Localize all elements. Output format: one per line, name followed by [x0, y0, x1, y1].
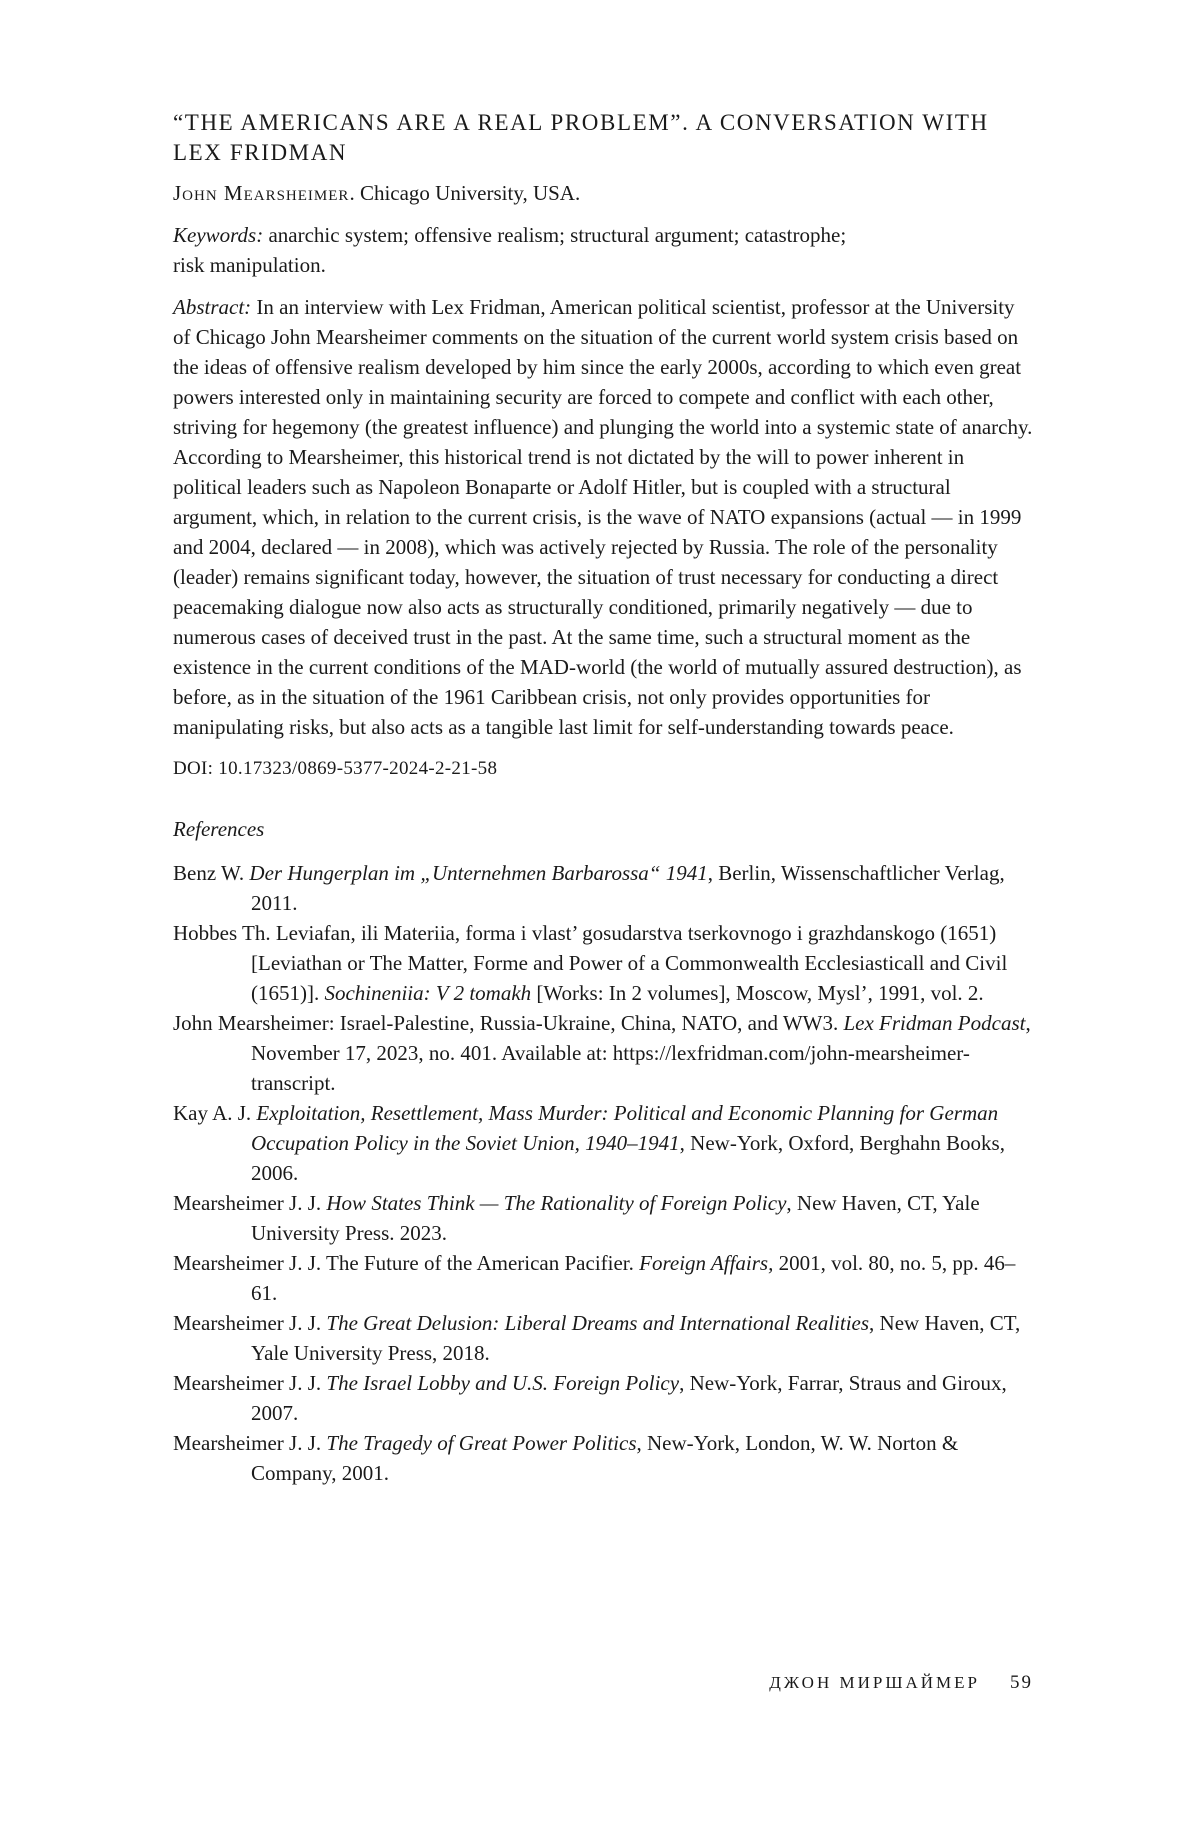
reference-text: Mearsheimer J. J.	[173, 1311, 327, 1335]
reference-text: Mearsheimer J. J.	[173, 1191, 327, 1215]
author-affiliation: . Chicago University, USA.	[349, 181, 581, 205]
reference-text: , New Haven, CT, Yale University Press. 2023.	[251, 1191, 980, 1245]
article-page	[173, 108, 1033, 1488]
abstract-text: In an interview with Lex Fridman, American political scientist, professor at the University of Chicago John Mearsheimer comments on the situation of the current world system crisis based on the ideas of offensive realism developed by him since the early 2000s, according to which even great powers interested only in maintaining security are forced to compete and conflict with each other, striving for hegemony (the greatest influence) and plunging the world into a systemic state of anarchy. According to Mearsheimer, this historical trend is not dictated by the will to power inherent in political leaders such as Napoleon Bonaparte or Adolf Hitler, but is coupled with a structural argument, which, in relation to the current crisis, is the wave of NATO expansions (actual — in 1999 and 2004, declared — in 2008), which was actively rejected by Russia. The role of the personality (leader) remains significant today, however, the situation of trust necessary for conducting a direct peacemaking dialogue now also acts as structurally conditioned, primarily negatively — due to numerous cases of deceived trust in the past. At the same time, such a structural moment as the existence in the current conditions of the MAD-world (the world of mutually assured destruction), as before, as in the situation of the 1961 Caribbean crisis, not only provides opportunities for manipulating risks, but also acts as a tangible last limit for self-understanding towards peace.	[173, 295, 1033, 739]
reference-text: Kay A. J.	[173, 1101, 257, 1125]
reference-title: Exploitation, Resettlement, Mass Murder: Political and Economic Planning for German Occupation Policy in the Soviet Union, 1940–1941	[251, 1101, 999, 1155]
reference-item	[173, 1008, 1033, 1098]
page-number: 59	[1010, 1672, 1033, 1693]
reference-text: Hobbes Th. Leviafan, ili Materiia, forma i vlast’ gosudarstva tserkovnogo i grazhdanskogo (1651) [Leviathan or The Matter, Forme and Power of a Commonwealth Ecclesiasticall and Civil (1651)].	[173, 921, 1008, 1005]
reference-item	[173, 858, 1033, 918]
reference-item	[173, 1368, 1033, 1428]
reference-text: Mearsheimer J. J.	[173, 1431, 327, 1455]
reference-item	[173, 1188, 1033, 1248]
article-title: “THE AMERICANS ARE A REAL PROBLEM”. A CONVERSATION WITH LEX FRIDMAN	[173, 110, 989, 165]
reference-title: How States Think — The Rationality of Foreign Policy	[326, 1191, 787, 1215]
running-head: ДЖОН МИРШАЙМЕР	[769, 1673, 980, 1692]
abstract	[173, 292, 1033, 742]
reference-item	[173, 1248, 1033, 1308]
reference-text: , Berlin, Wissenschaftliсher Verlag, 2011.	[251, 861, 1005, 915]
reference-item	[173, 1308, 1033, 1368]
reference-title: Lex Fridman Podcast	[843, 1011, 1026, 1035]
reference-item	[173, 918, 1033, 1008]
reference-title: The Tragedy of Great Power Politics	[326, 1431, 637, 1455]
reference-text: , New-York, Oxford, Berghahn Books, 2006.	[251, 1131, 1005, 1185]
reference-text: Mearsheimer J. J. The Future of the American Pacifier.	[173, 1251, 640, 1275]
references-list	[173, 858, 1033, 1488]
author-line	[173, 178, 1033, 208]
reference-title: The Israel Lobby and U.S. Foreign Policy	[326, 1371, 680, 1395]
reference-item	[173, 1428, 1033, 1488]
reference-title: Sochineniia: V 2 tomakh	[324, 981, 532, 1005]
page-footer	[700, 1672, 1033, 1694]
reference-title: The Great Delusion: Liberal Dreams and International Realities	[326, 1311, 870, 1335]
reference-text: , New-York, Farrar, Straus and Giroux, 2007.	[251, 1371, 1007, 1425]
reference-item	[173, 1098, 1033, 1188]
abstract-label: Abstract:	[173, 295, 252, 319]
reference-text: , New-York, London, W. W. Norton & Company, 2001.	[251, 1431, 959, 1485]
reference-title: Foreign Affairs,	[639, 1251, 774, 1275]
keywords-text: anarchic system; offensive realism; structural argument; catastrophe; risk manipulation.	[173, 223, 847, 277]
reference-text: [Works: In 2 volumes], Moscow, Mysl’, 1991, vol. 2.	[531, 981, 984, 1005]
keywords-label: Keywords:	[173, 223, 264, 247]
references-heading: References	[173, 817, 265, 841]
reference-text: , New Haven, CT, Yale University Press, 2018.	[251, 1311, 1021, 1365]
keywords	[173, 220, 873, 280]
doi: DOI: 10.17323/0869-5377-2024-2-21-58	[173, 758, 498, 779]
author-name: John Mearsheimer	[173, 181, 350, 205]
reference-text: Benz W.	[173, 861, 250, 885]
reference-text: , November 17, 2023, no. 401. Available at: https://lexfridman.com/john-mearsheimer-transcript.	[251, 1011, 1031, 1095]
reference-title: Der Hungerplan im „Unternehmen Barbarossa“ 1941	[249, 861, 708, 885]
reference-text: John Mearsheimer: Israel-Palestine, Russia-Ukraine, China, NATO, and WW3.	[173, 1011, 844, 1035]
reference-text: 2001, vol. 80, no. 5, pp. 46–61.	[251, 1251, 1016, 1305]
reference-text: Mearsheimer J. J.	[173, 1371, 327, 1395]
